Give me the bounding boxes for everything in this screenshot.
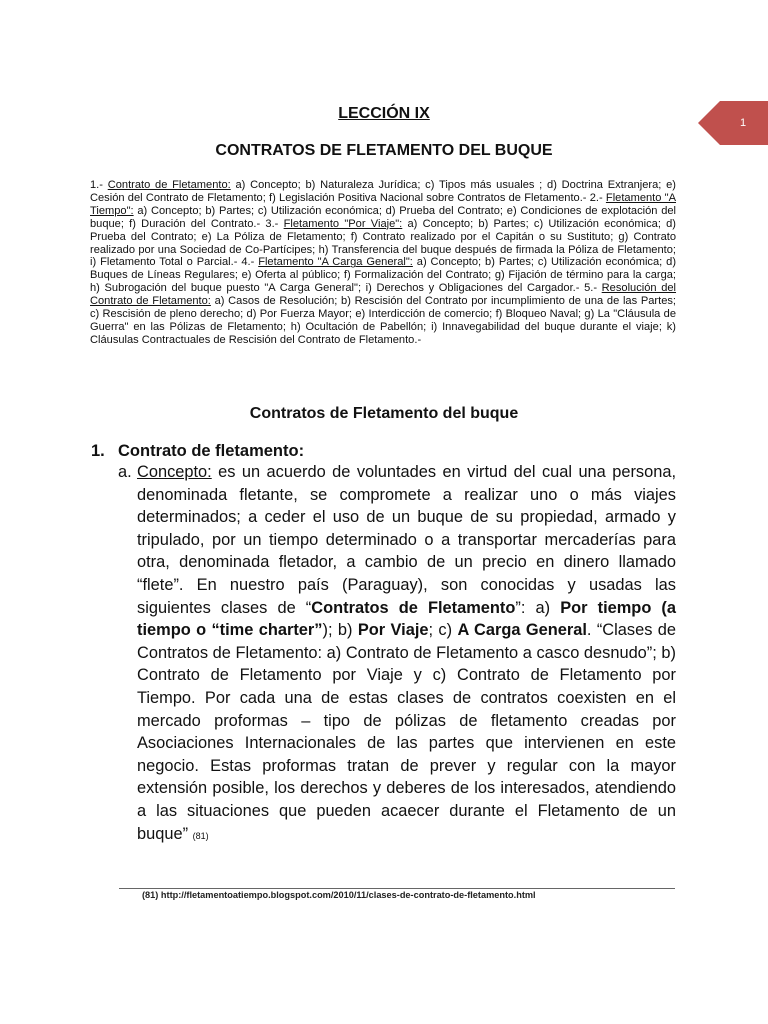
body-text: ); b): [322, 621, 358, 640]
section-heading: [91, 442, 304, 461]
footnote-divider: [119, 888, 675, 889]
definition-paragraph: [118, 461, 676, 847]
term-concepto: Concepto:: [137, 463, 212, 481]
syllabus-text: a) Concepto; b) Partes; c) Utilización económica; d) Prueba del Contrato; e) La Póliza de Fletamento; f) Contrato realizado por el Capitán o su Sustituto; g) Contrato realizado por una Sociedad de Co-Partícipes; h) Transferencia del buque después de firmada la Póliza de Fletamento; i) Fletamento Total o Parcial.- 4.-: [90, 217, 677, 269]
body-text: ; c): [428, 621, 458, 640]
syllabus-topic: Resolución del Contrato de Fletamento:: [90, 282, 677, 308]
lesson-subtitle: CONTRATOS DE FLETAMENTO DEL BUQUE: [215, 142, 553, 159]
syllabus-topic: Fletamento "A Carga General":: [258, 256, 413, 269]
body-text: ”: a): [515, 598, 561, 617]
definition-text: [137, 461, 676, 847]
section-heading-text: Contrato de fletamento:: [118, 442, 305, 460]
section-number: 1.: [91, 442, 105, 460]
definition-block: [118, 461, 676, 847]
syllabus-text: a) Concepto; b) Naturaleza Jurídica; c) Tipos más usuales ; d) Doctrina Extranjera; e) Cesión del Contrato de Fletamento; f) Legislación Positiva Nacional sobre Contratos de Fletamento.- 2.-: [90, 179, 676, 204]
footnote-reference: (81): [192, 830, 209, 841]
syllabus-topic: Contrato de Fletamento:: [107, 179, 231, 191]
body-text: . “Clases de Contratos de Fletamento: a) Contrato de Fletamento a casco desnudo”; b) Contrato de Fletamento por Viaje y c) Contrato de Fletamento por Tiempo. Por cada una de estas clases de contratos coexisten en el mercado proformas – tipo de pólizas de fletamento creadas por Asociaciones Internacionales de las partes que intervienen en este negocio. Estas proformas tratan de prever y regular con la mayor extensión posible, los derechos y deberes de los interesados, atendiendo a las situaciones que pueden acaecer durante el Fletamento de un buque”: [137, 621, 676, 843]
bold-term: A Carga General: [457, 621, 587, 640]
syllabus-text: a) Concepto; b) Partes; c) Utilización económica; d) Prueba del Contrato; e) Condiciones de explotación del buque; f) Duración del Contrato.- 3.-: [90, 204, 676, 230]
syllabus-text: a) Concepto; b) Partes; c) Utilización económica; d) Buques de Líneas Regulares; e) Oferta al público; f) Formalización del Contrato; g) Fijación de término para la carga; h) Subrogación del buque puesto "A Carga General"; i) Derechos y Obligaciones del Cargador.- 5.-: [90, 256, 677, 295]
footnote-text: (81) http://fletamentoatiempo.blogspot.com/2010/11/clases-de-contrato-de-fletamento.html: [142, 890, 536, 900]
page-number: 1: [739, 117, 747, 129]
body-text: es un acuerdo de voluntades en virtud del cual una persona, denominada fletante, se compromete a realizar uno o más viajes determinados; a ceder el uso de un buque de su propiedad, armado y tripulado, por un tiempo determinado o a transportar mercaderías para otra, denominada fletador, a cambio de un precio en dinero llamado “flete”. En nuestro país (Paraguay), son conocidas y usadas las siguientes clases de “: [137, 463, 676, 617]
syllabus-text: 1.-: [90, 179, 108, 191]
syllabus-topic: Fletamento "Por Viaje":: [283, 217, 403, 230]
bold-term: Contratos de Fletamento: [311, 598, 516, 617]
syllabus-paragraph: [90, 179, 676, 347]
syllabus-topic: Fletamento "A Tiempo":: [90, 191, 676, 217]
bold-term: Por Viaje: [357, 621, 429, 640]
lesson-title: LECCIÓN IX: [338, 105, 430, 122]
list-label: a.: [118, 463, 132, 481]
section-title: Contratos de Fletamento del buque: [249, 405, 519, 422]
syllabus-text: a) Casos de Resolución; b) Rescisión del Contrato por incumplimiento de una de las Partes; c) Rescisión de pleno derecho; d) Por Fuerza Mayor; e) Interdicción de comercio; f) Bloqueo Naval; g) La "Cláusula de Guerra" en las Pólizas de Fletamento; h) Ocultación de Pabellón; i) Innavegabilidad del buque durante el viaje; k) Cláusulas Contractuales de Rescisión del Contrato de Fletamento.-: [90, 295, 676, 346]
bold-term: Por tiempo (a tiempo o “time charter”: [137, 598, 677, 640]
